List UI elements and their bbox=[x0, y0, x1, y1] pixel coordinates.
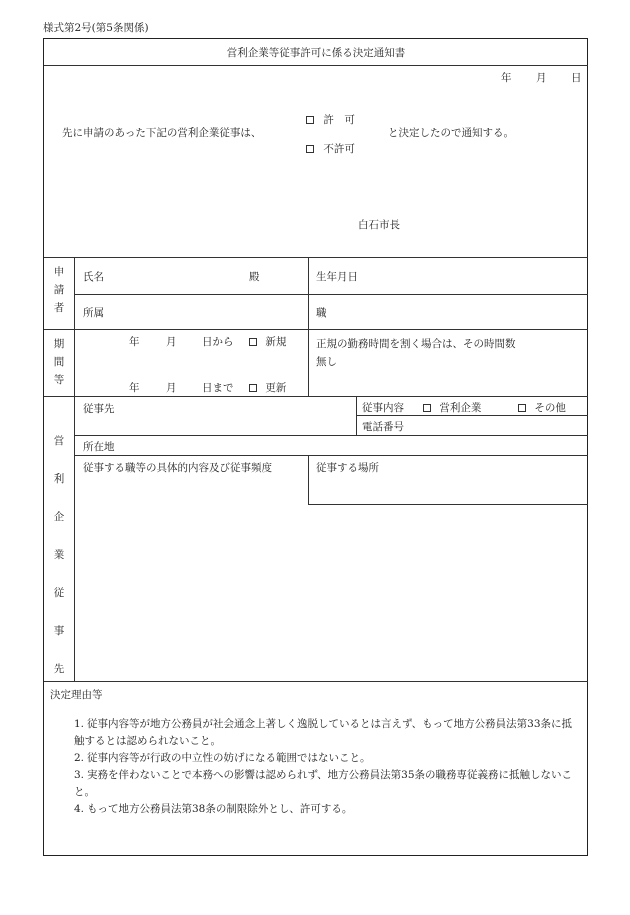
section-label-business-5: 従 bbox=[53, 587, 65, 599]
phone-label: 電話番号 bbox=[362, 421, 404, 433]
address-label: 所在地 bbox=[83, 441, 115, 453]
option-other[interactable] bbox=[518, 400, 566, 415]
duties-label: 従事する職等の具体的内容及び従事頻度 bbox=[83, 462, 272, 474]
page-title: 営利企業等従事許可に係る決定通知書 bbox=[226, 47, 406, 59]
reason-text: もって地方公務員法第38条の制限除外とし、許可する。 bbox=[87, 803, 353, 815]
option-for-profit-label: 営利企業 bbox=[439, 402, 482, 414]
checkbox-icon bbox=[306, 116, 314, 124]
section-label-applicant-2: 請 bbox=[53, 284, 65, 296]
divider bbox=[74, 257, 75, 681]
honorific: 殿 bbox=[249, 271, 260, 283]
checkbox-icon bbox=[518, 404, 526, 412]
section-label-business-6: 事 bbox=[53, 625, 65, 637]
reason-number: 2. bbox=[74, 752, 85, 764]
date-day: 日 bbox=[571, 72, 582, 84]
checkbox-icon bbox=[423, 404, 431, 412]
reason-number: 4. bbox=[74, 803, 85, 815]
section-label-applicant-1: 申 bbox=[53, 266, 65, 278]
divider bbox=[44, 681, 588, 682]
work-hours-label: 正規の勤務時間を割く場合は、その時間数 bbox=[316, 338, 516, 350]
list-item bbox=[74, 750, 574, 767]
section-label-business-7: 先 bbox=[53, 663, 65, 675]
period-from-month: 月 bbox=[166, 336, 177, 348]
divider bbox=[74, 455, 588, 456]
option-deny[interactable] bbox=[306, 141, 355, 156]
reasons-list bbox=[74, 716, 574, 818]
divider bbox=[74, 294, 588, 295]
content-label: 従事内容 bbox=[362, 402, 404, 414]
section-label-business-2: 利 bbox=[53, 473, 65, 485]
issuer: 白石市長 bbox=[358, 219, 400, 231]
reason-text: 実務を伴わないことで本務への影響は認められず、地方公務員法第35条の職務専従義務に抵触しないこと。 bbox=[74, 769, 573, 798]
notice-prefix: 先に申請のあった下記の営利企業従事は、 bbox=[62, 127, 262, 139]
birthdate-label: 生年月日 bbox=[316, 271, 358, 283]
date-month: 月 bbox=[536, 72, 547, 84]
checkbox-icon bbox=[249, 384, 257, 392]
employer-label: 従事先 bbox=[83, 403, 115, 415]
reasons-heading: 決定理由等 bbox=[50, 689, 103, 701]
checkbox-icon bbox=[306, 145, 314, 153]
option-permit[interactable] bbox=[306, 112, 355, 127]
list-item bbox=[74, 716, 574, 750]
section-label-business-3: 企 bbox=[53, 511, 65, 523]
name-label: 氏名 bbox=[83, 271, 104, 283]
divider bbox=[44, 65, 588, 66]
option-permit-label: 許 可 bbox=[323, 114, 355, 126]
list-item bbox=[74, 767, 574, 801]
reason-text: 従事内容等が行政の中立性の妨げになる範囲ではないこと。 bbox=[87, 752, 371, 764]
checkbox-icon bbox=[249, 338, 257, 346]
period-to-year: 年 bbox=[129, 382, 140, 394]
period-to-month: 月 bbox=[166, 382, 177, 394]
divider bbox=[356, 415, 588, 416]
reason-number: 1. bbox=[74, 718, 85, 730]
divider bbox=[44, 329, 588, 330]
date-year: 年 bbox=[501, 72, 512, 84]
section-label-period-1: 期 bbox=[53, 338, 65, 350]
section-label-business-4: 業 bbox=[53, 549, 65, 561]
divider bbox=[308, 455, 309, 504]
list-item bbox=[74, 801, 574, 818]
divider bbox=[308, 504, 588, 505]
section-label-period-3: 等 bbox=[53, 374, 65, 386]
reason-number: 3. bbox=[74, 769, 85, 781]
option-renew[interactable] bbox=[249, 380, 286, 395]
work-hours-value: 無し bbox=[316, 356, 337, 368]
position-label: 職 bbox=[316, 307, 327, 319]
option-new[interactable] bbox=[249, 334, 286, 349]
reason-text: 従事内容等が地方公務員が社会通念上著しく逸脱しているとは言えず、もって地方公務員法第33条に抵触するとは認められないこと。 bbox=[74, 718, 573, 747]
period-from-day: 日から bbox=[202, 336, 234, 348]
option-renew-label: 更新 bbox=[265, 382, 287, 394]
option-other-label: その他 bbox=[534, 402, 566, 414]
option-new-label: 新規 bbox=[265, 336, 287, 348]
section-label-applicant-3: 者 bbox=[53, 302, 65, 314]
form-number-label: 様式第2号(第5条関係) bbox=[43, 22, 149, 34]
period-to-day: 日まで bbox=[202, 382, 234, 394]
affiliation-label: 所属 bbox=[83, 307, 104, 319]
option-for-profit[interactable] bbox=[423, 400, 481, 415]
section-label-business-1: 営 bbox=[53, 435, 65, 447]
place-label: 従事する場所 bbox=[316, 462, 379, 474]
divider bbox=[74, 435, 588, 436]
period-from-year: 年 bbox=[129, 336, 140, 348]
divider bbox=[308, 257, 309, 396]
divider bbox=[356, 396, 357, 435]
notice-suffix: と決定したので通知する。 bbox=[388, 127, 514, 139]
option-deny-label: 不許可 bbox=[323, 143, 355, 155]
section-label-period-2: 間 bbox=[53, 356, 65, 368]
divider bbox=[44, 257, 588, 258]
divider bbox=[44, 396, 588, 397]
